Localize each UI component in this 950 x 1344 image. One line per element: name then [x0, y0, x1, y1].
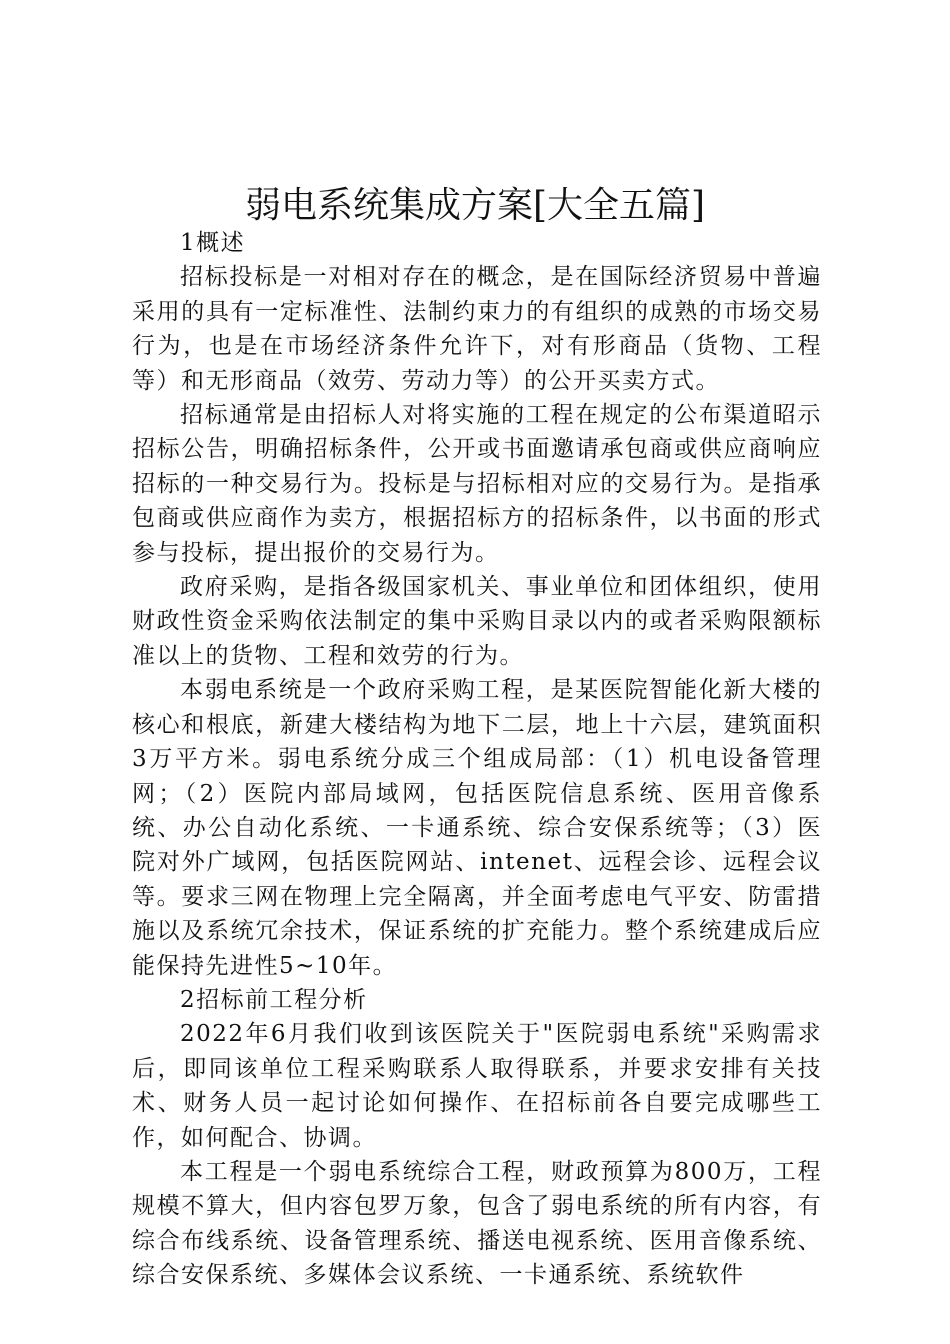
section-heading-analysis: 2招标前工程分析 — [180, 986, 368, 1013]
paragraph: 政府采购，是指各级国家机关、事业单位和团体组织，使用财政性资金采购依法制定的集中采购目录以内的或者采购限额标准以上的货物、工程和效劳的行为。 — [132, 574, 822, 669]
paragraph: 招标通常是由招标人对将实施的工程在规定的公布渠道昭示招标公告，明确招标条件，公开或书面邀请承包商或供应商响应招标的一种交易行为。投标是与招标相对应的交易行为。是指承包商或供应商作为卖方，根据招标方的招标条件，以书面的形式参与投标，提出报价的交易行为。 — [132, 402, 822, 566]
section-heading-overview: 1概述 — [180, 230, 246, 256]
paragraph: 本弱电系统是一个政府采购工程，是某医院智能化新大楼的核心和根底，新建大楼结构为地下二层，地上十六层，建筑面积3万平方米。弱电系统分成三个组成局部：（1）机电设备管理网；（2）医院内部局域网，包括医院信息系统、医用音像系统、办公自动化系统、一卡通系统、综合安保系统等；（3）医院对外广域网，包括医院网站、intenet、远程会诊、远程会议等。要求三网在物理上完全隔离，并全面考虑电气平安、防雷措施以及系统冗余技术，保证系统的扩充能力。整个系统建成后应能保持先进性5~10年。 — [132, 677, 822, 979]
paragraph: 本工程是一个弱电系统综合工程，财政预算为800万，工程规模不算大，但内容包罗万象，包含了弱电系统的所有内容，有综合布线系统、设备管理系统、播送电视系统、医用音像系统、综合安保系统、多媒体会议系统、一卡通系统、系统软件 — [132, 1158, 822, 1289]
document-body — [132, 226, 822, 1293]
paragraph: 招标投标是一对相对存在的概念，是在国际经济贸易中普遍采用的具有一定标准性、法制约束力的有组织的成熟的市场交易行为，也是在市场经济条件允许下，对有形商品（货物、工程等）和无形商品（效劳、劳动力等）的公开买卖方式。 — [132, 264, 822, 394]
paragraph: 2022年6月我们收到该医院关于"医院弱电系统"采购需求后，即同该单位工程采购联系人取得联系，并要求安排有关技术、财务人员一起讨论如何操作、在招标前各自要完成哪些工作，如何配合、协调。 — [132, 1021, 822, 1151]
document-title: 弱电系统集成方案[大全五篇] — [244, 185, 706, 226]
